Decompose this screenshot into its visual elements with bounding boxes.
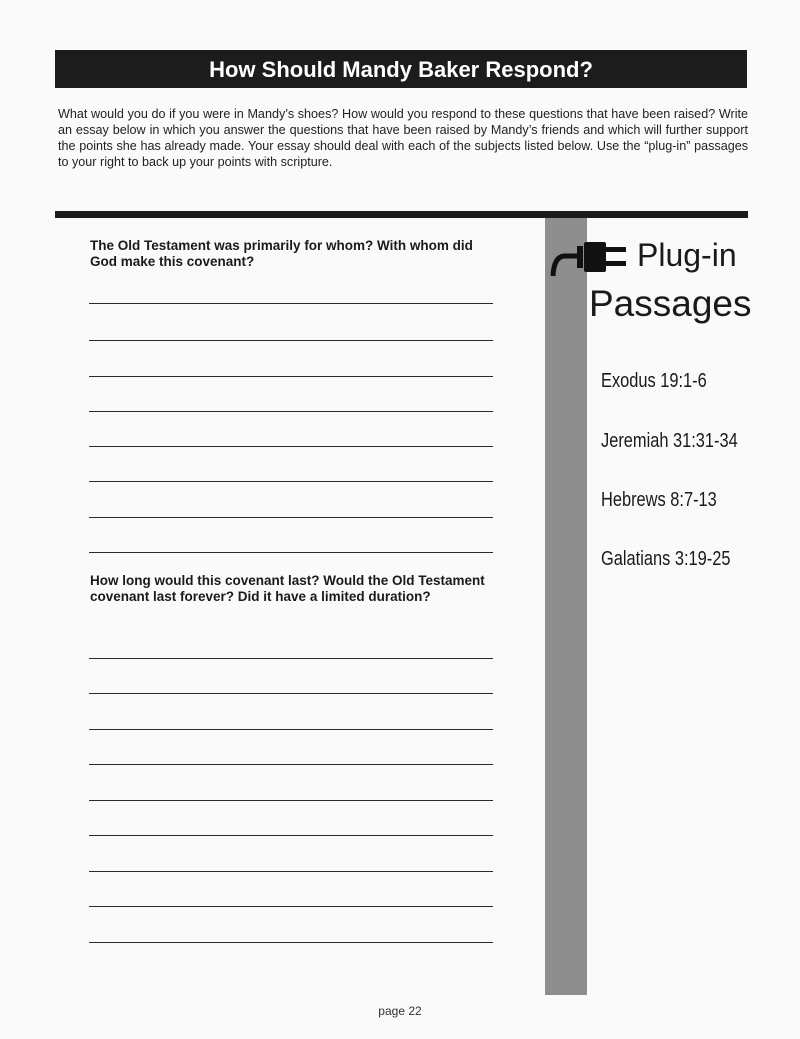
passage-jeremiah: Jeremiah 31:31-34 [601,430,738,452]
answer-line[interactable] [89,517,493,518]
answer-line[interactable] [89,658,493,659]
page-title: How Should Mandy Baker Respond? [55,50,747,88]
answer-line[interactable] [89,871,493,872]
answer-line[interactable] [89,729,493,730]
answer-line[interactable] [89,552,493,553]
answer-line[interactable] [89,481,493,482]
question-2: How long would this covenant last? Would the Old Testament covenant last forever? Did it have a limited duration? [90,573,485,604]
answer-line[interactable] [89,303,493,304]
sidebar-title-line2: Passages [589,283,752,324]
answer-line[interactable] [89,340,493,341]
question-1: The Old Testament was primarily for whom? With whom did God make this covenant? [90,238,473,269]
answer-line[interactable] [89,693,493,694]
plug-icon [549,234,631,278]
answer-line[interactable] [89,376,493,377]
answer-line[interactable] [89,764,493,765]
intro-paragraph: What would you do if you were in Mandy’s shoes? How would you respond to these questions that have been raised? Write an essay below in which you answer the questions that have been raised by Mandy’s friends and which will further support the points she has already made. Your essay should deal with each of the subjects listed below. Use the “plug-in” passages to your right to back up your points with scripture. [58,107,748,169]
page-number: page 22 [378,1004,422,1018]
answer-line[interactable] [89,800,493,801]
passage-hebrews: Hebrews 8:7-13 [601,489,717,511]
answer-line[interactable] [89,835,493,836]
answer-line[interactable] [89,906,493,907]
passage-exodus: Exodus 19:1-6 [601,370,707,392]
answer-line[interactable] [89,942,493,943]
answer-line[interactable] [89,446,493,447]
answer-line[interactable] [89,411,493,412]
sidebar-title-line1: Plug-in [637,237,737,273]
sidebar-bar [545,218,587,995]
section-divider [55,211,748,218]
passage-galatians: Galatians 3:19-25 [601,548,731,570]
